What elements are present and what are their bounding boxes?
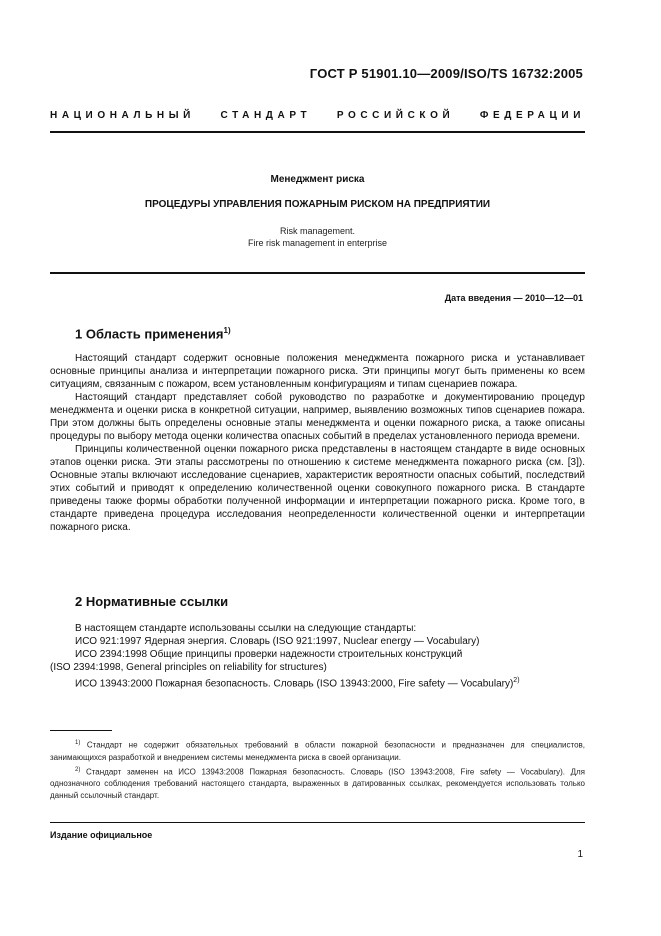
footnote-ref-2[interactable]: 2) [513,677,520,684]
section-1-heading [75,326,231,341]
banner-word: СТАНДАРТ [220,110,312,121]
banner-word: НАЦИОНАЛЬНЫЙ [50,110,195,121]
footnotes [50,737,585,802]
english-title-line-2: Fire risk management in enterprise [247,238,388,248]
footnote-separator [50,730,112,731]
english-title-line-1: Risk management. [279,226,356,236]
section-2-body [50,622,585,690]
document-subject: Менеджмент риска [270,174,365,185]
header-divider [50,131,585,133]
page-number: 1 [577,849,583,860]
paragraph: Настоящий стандарт представляет собой руководство по разработке и документированию процедур менеджмента и оценки риска в конкретной ситуации, например, выявлению возможных типов сценариев пожара. При этом должны быть определены основные этапы менеджмента и оценки пожарного риска, а также описаны процедуры по выбору метода оценки количества опасных событий в пределах установленного периода времени. [50,392,585,442]
title-divider [50,272,585,274]
footer-divider [50,822,585,823]
footnote-2 [50,764,585,803]
reference-item: ИСО 2394:1998 Общие принципы проверки надежности строительных конструкций [75,649,463,660]
paragraph: В настоящем стандарте использованы ссылки на следующие стандарты: [75,623,417,634]
footnote-ref-1[interactable]: 1) [223,326,231,335]
introduction-date: Дата введения — 2010—12—01 [444,293,583,303]
paragraph: Настоящий стандарт содержит основные положения менеджмента пожарного риска и устанавливает основные принципы анализа и интерпретации пожарного риска. Эти принципы могут быть применены ко всем ситуациям, связанным с пожаром, всем установленным конфигурациям и типам сценариев пожара. [50,353,585,390]
footnote-2-text: Стандарт заменен на ИСО 13943:2008 Пожарная безопасность. Словарь (ISO 13943:2008, Fire safety — Vocabulary). Для однозначного соблюдения требований настоящего стандарта, выраженных в датированных ссылках, рекомендуется использовать только данный ссылочный стандарт. [50,767,585,801]
reference-item-continuation: (ISO 2394:1998, General principles on reliability for structures) [50,662,327,673]
footnote-1-text: Стандарт не содержит обязательных требований в области пожарной безопасности и предназначен для специалистов, занимающихся разработкой и внедрением системы менеджмента риска в своей организации. [50,740,585,762]
section-1-body [50,352,585,534]
reference-text: ИСО 13943:2000 Пожарная безопасность. Словарь (ISO 13943:2000, Fire safety — Vocabulary) [75,678,514,690]
reference-item: ИСО 921:1997 Ядерная энергия. Словарь (ISO 921:1997, Nuclear energy — Vocabulary) [75,636,480,647]
banner-word: РОССИЙСКОЙ [336,110,455,121]
footnote-1-mark: 1) [75,740,81,746]
document-title: ПРОЦЕДУРЫ УПРАВЛЕНИЯ ПОЖАРНЫМ РИСКОМ НА ПРЕДПРИЯТИИ [144,199,491,210]
paragraph: Принципы количественной оценки пожарного риска представлены в настоящем стандарте в виде основных этапов оценки риска. Эти этапы рассмотрены по отношению к системе менеджмента пожарного риска (см. [3]). Основные этапы включают исследование сценариев, характеристик вероятности опасных событий, последствий этих событий и приводят к определению количественной оценки совокупного пожарного риска. В стандарте приведены также формы обработки полученной информации и интерпретации пожарного риска. Кроме того, в стандарте приведена процедура исследования неопределенности количественной оценки и интерпретации пожарного риска. [50,444,585,533]
footnote-2-mark: 2) [75,766,81,773]
reference-item [50,674,585,690]
document-id: ГОСТ Р 51901.10—2009/ISO/TS 16732:2005 [309,66,583,81]
banner-word: ФЕДЕРАЦИИ [479,110,585,121]
section-1-title: 1 Область применения [75,326,224,342]
national-standard-banner [50,110,585,121]
footnote-1 [50,737,585,764]
section-2-heading: 2 Нормативные ссылки [75,594,229,609]
official-edition-label: Издание официальное [50,830,153,840]
